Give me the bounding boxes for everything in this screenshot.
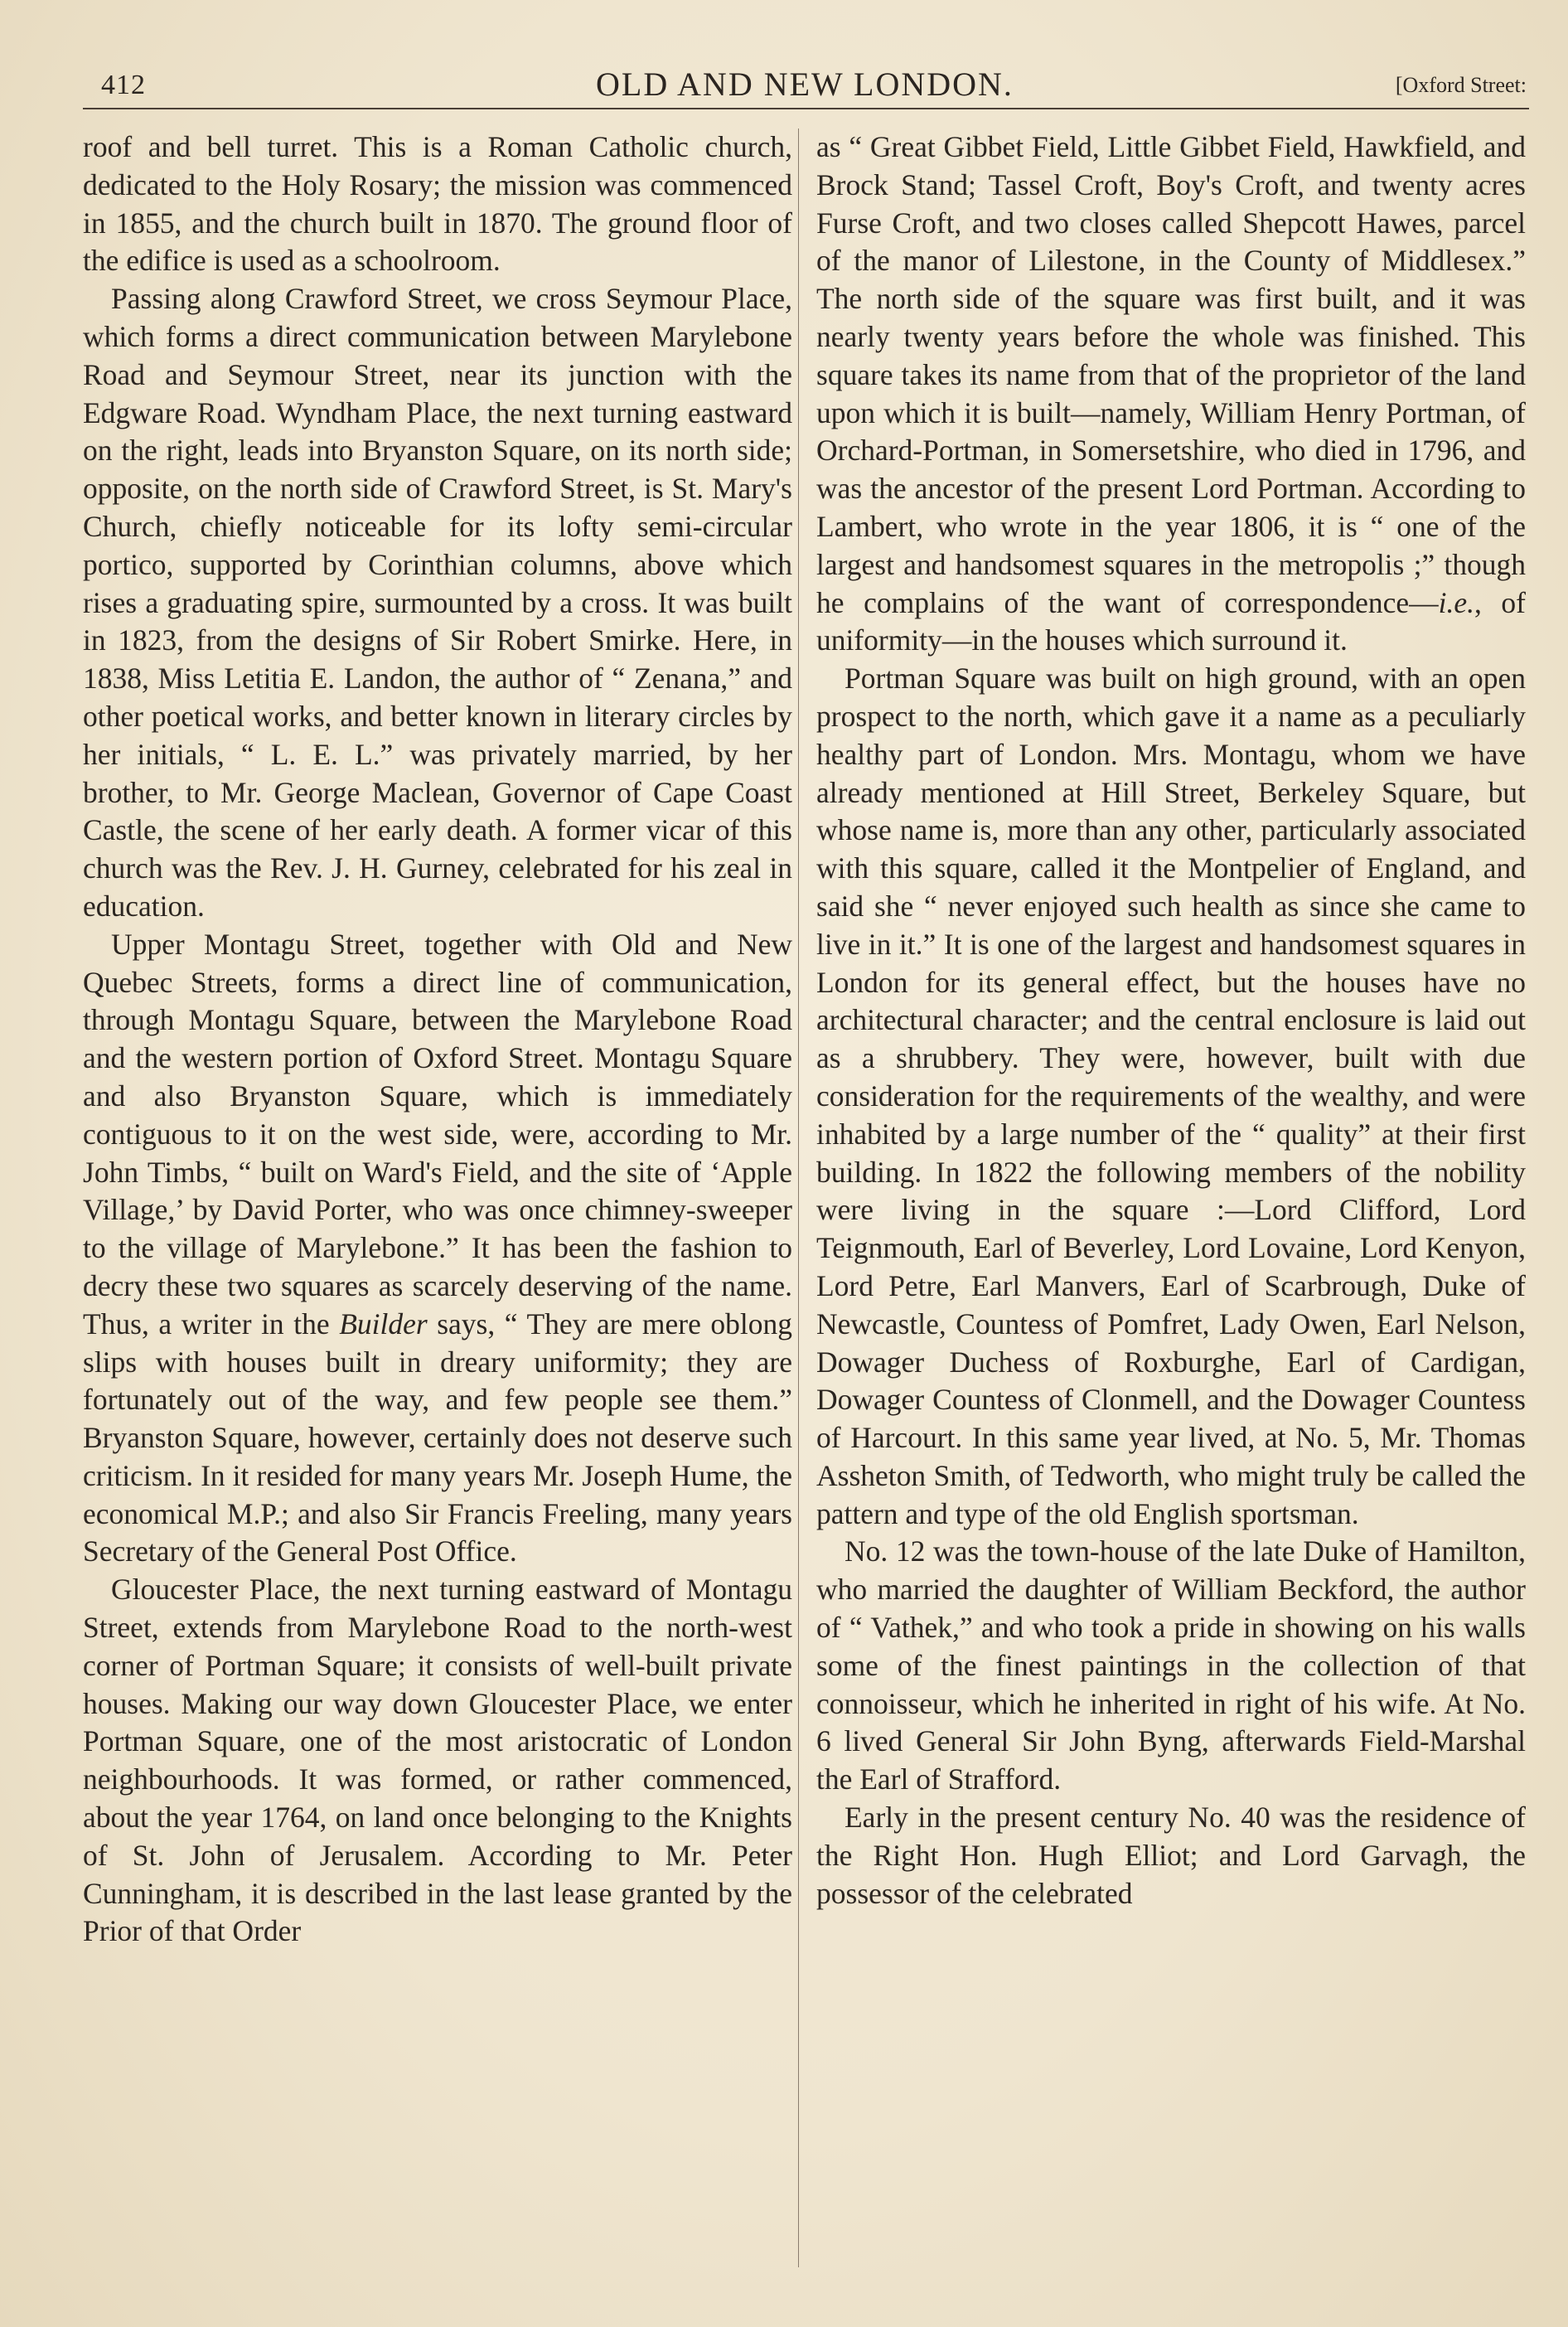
text-run: , of uniformity—in the houses which surround it. <box>816 585 1527 657</box>
paragraph: Gloucester Place, the next turning eastward of Montagu Street, extends from Marylebone Road to the north-west corner of Portman Square; it consists of well-built private houses. Making our way down Gloucester Place, we enter Portman Square, one of the most aristocratic of London neighbourhoods. It was formed, or rather commenced, about the year 1764, on land once belonging to the Knights of St. John of Jerusalem. According to Mr. Peter Cunningham, it is described in the last lease granted by the Prior of that Order <box>83 1573 792 1948</box>
italic-abbrev: i.e. <box>1438 585 1474 619</box>
column-divider <box>798 128 799 2267</box>
paragraph: No. 12 was the town-house of the late Duke of Hamilton, who married the daughter of William Beckford, the author of “ Vathek,” and who took a pride in showing on his walls some of the finest paintings in the collection of that connoisseur, which he inherited in right of his wife. At No. 6 lived General Sir John Byng, afterwards Field-Marshal the Earl of Strafford. <box>816 1534 1526 1796</box>
page-number: 412 <box>101 70 146 100</box>
section-heading: [Oxford Street: <box>1395 73 1527 97</box>
text-run: Upper Montagu Street, together with Old and New Quebec Streets, forms a direct line of communication, through Montagu Square, between the Marylebone Road and the western portion of Oxford Street. Montagu Square and also Bryanston Square, which is immediately contiguous to it on the west side, were, according to Mr. John Timbs, “ built on Ward's Field, and the site of ‘Apple Village,’ by David Porter, who was once chimney-sweeper to the village of Marylebone.” It has been the fashion to decry these two squares as scarcely deserving of the name. Thus, a writer in the <box>83 927 792 1340</box>
right-column <box>816 128 1526 2251</box>
text-run: says, “ They are mere oblong slips with houses built in dreary uniformity; they are fortunately out of the way, and few people see them.” Bryanston Square, however, certainly does not deserve such criticism. In it resided for many years Mr. Joseph Hume, the economical M.P.; and also Sir Francis Freeling, many years Secretary of the General Post Office. <box>83 1307 792 1568</box>
paragraph: Portman Square was built on high ground, with an open prospect to the north, which gave it a name as a peculiarly healthy part of London. Mrs. Montagu, whom we have already mentioned at Hill Street, Berkeley Square, but whose name is, more than any other, particularly associated with this square, called it the Montpelier of England, and said she “ never enjoyed such health as since she came to live in it.” It is one of the largest and handsomest squares in London for its general effect, but the houses have no architectural character; and the central enclosure is laid out as a shrubbery. They were, however, built with due consideration for the requirements of the wealthy, and were inhabited by a large number of the “ quality” at their first building. In 1822 the following members of the nobility were living in the square :—Lord Clifford, Lord Teignmouth, Earl of Beverley, Lord Lovaine, Lord Kenyon, Lord Petre, Earl Manvers, Earl of Scarbrough, Duke of Newcastle, Countess of Pomfret, Lady Owen, Earl Nelson, Dowager Duchess of Roxburghe, Earl of Cardigan, Dowager Countess of Clonmell, and the Dowager Countess of Harcourt. In this same year lived, at No. 5, Mr. Thomas Assheton Smith, of Tedworth, who might truly be called the pattern and type of the old English sportsman. <box>816 662 1526 1530</box>
paragraph: Early in the present century No. 40 was the residence of the Right Hon. Hugh Elliot; and Lord Garvagh, the possessor of the celebrated <box>816 1801 1526 1910</box>
paragraph <box>83 926 792 1572</box>
text-run: as “ Great Gibbet Field, Little Gibbet Field, Hawkfield, and Brock Stand; Tassel Croft, Boy's Croft, and twenty acres Furse Croft, and two closes called Shepcott Hawes, parcel of the manor of Lilestone, in the County of Middlesex.” The north side of the square was first built, and it was nearly twenty years before the whole was finished. This square takes its name from that of the proprietor of the land upon which it is built—namely, William Henry Portman, of Orchard-Portman, in Somersetshire, who died in 1796, and was the ancestor of the present Lord Portman. According to Lambert, who wrote in the year 1806, it is “ one of the largest and handsomest squares in the metropolis ;” though he complains of the want of correspondence— <box>816 130 1526 619</box>
page-header <box>83 65 1527 106</box>
left-column <box>83 128 792 2251</box>
paragraph <box>816 128 1526 660</box>
italic-title: Builder <box>339 1307 428 1340</box>
paragraph: roof and bell turret. This is a Roman Catholic church, dedicated to the Holy Rosary; the mission was commenced in 1855, and the church built in 1870. The ground floor of the edifice is used as a schoolroom. <box>83 130 792 278</box>
running-title: OLD AND NEW LONDON. <box>596 65 1014 103</box>
paragraph: Passing along Crawford Street, we cross Seymour Place, which forms a direct communication between Marylebone Road and Seymour Street, near its junction with the Edgware Road. Wyndham Place, the next turning eastward on the right, leads into Bryanston Square, on its north side; opposite, on the north side of Crawford Street, is St. Mary's Church, chiefly noticeable for its lofty semi-circular portico, supported by Corinthian columns, above which rises a graduating spire, surmounted by a cross. It was built in 1823, from the designs of Sir Robert Smirke. Here, in 1838, Miss Letitia E. Landon, the author of “ Zenana,” and other poetical works, and better known in literary circles by her initials, “ L. E. L.” was privately married, by her brother, to Mr. George Maclean, Governor of Cape Coast Castle, the scene of her early death. A former vicar of this church was the Rev. J. H. Gurney, celebrated for his zeal in education. <box>83 282 792 923</box>
header-rule <box>83 108 1529 109</box>
